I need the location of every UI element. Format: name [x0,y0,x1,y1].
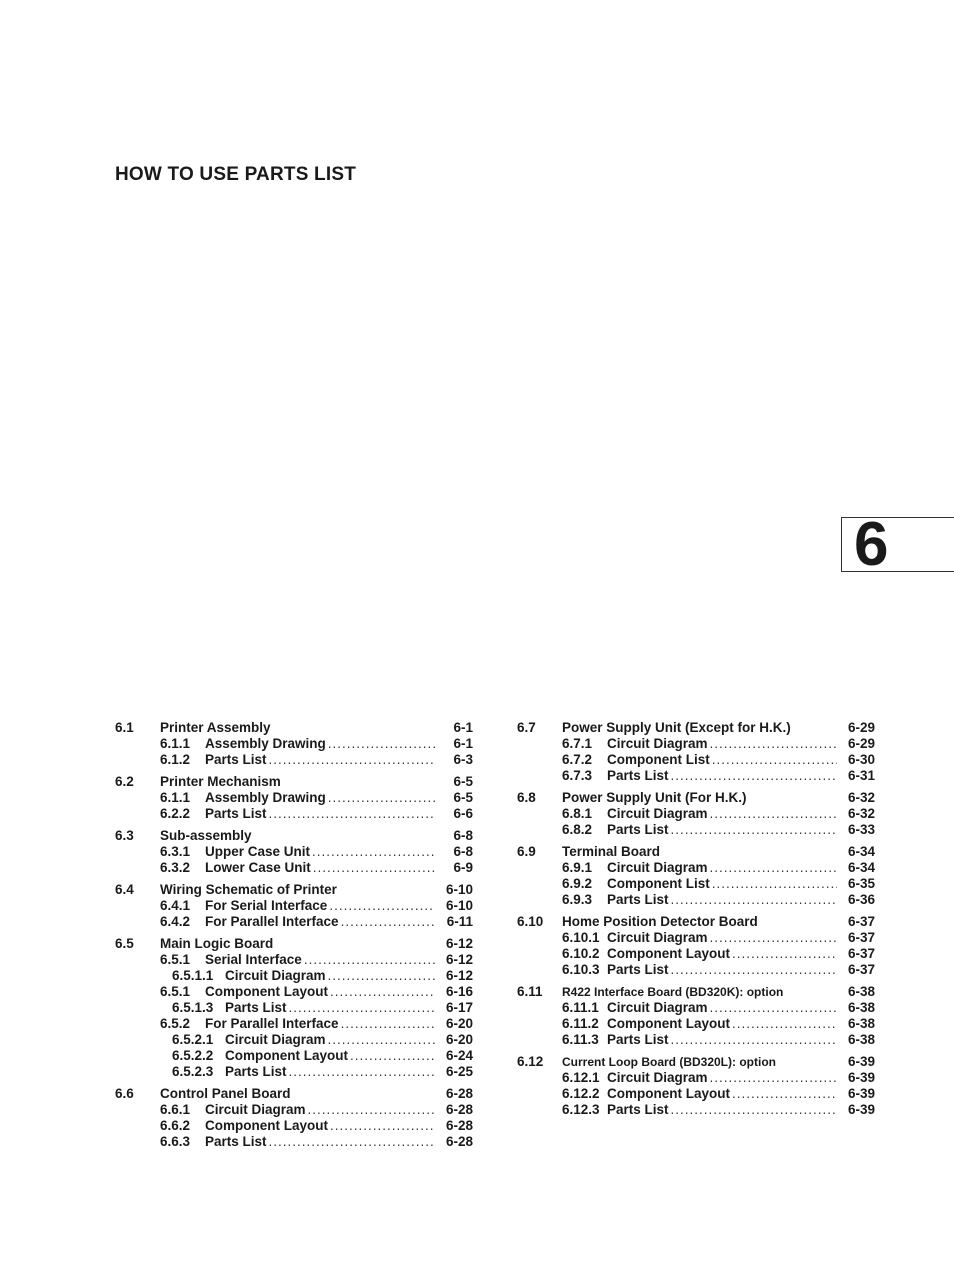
dot-leader [289,1000,435,1016]
entry-number: 6.6.2 [160,1118,191,1133]
entry-page: 6-29 [847,736,875,751]
toc-entry [115,914,473,930]
entry-page: 6-35 [847,876,875,891]
entry-number: 6.11.1 [562,1000,599,1015]
dot-leader [269,752,435,768]
toc-section-heading [517,720,875,736]
section-title: R422 Interface Board (BD320K): option [562,985,784,999]
entry-number: 6.5.2.2 [172,1048,214,1063]
toc-entry [115,984,473,1000]
section-title: Home Position Detector Board [562,914,758,929]
dot-leader [712,752,837,768]
toc-section-heading [115,882,473,898]
entry-page: 6-37 [847,962,875,977]
section-page: 6-29 [847,720,875,735]
entry-title: For Parallel Interface [205,1016,339,1031]
dot-leader [308,1102,435,1118]
entry-page: 6-37 [847,930,875,945]
toc-section [517,720,875,784]
dot-leader [328,790,435,806]
entry-number: 6.5.1.1 [172,968,214,983]
entry-page: 6-39 [847,1070,875,1085]
toc-entry [517,1000,875,1016]
entry-title: Parts List [205,806,267,821]
dot-leader [712,876,837,892]
toc-entry [115,844,473,860]
entry-number: 6.12.1 [562,1070,600,1085]
entry-page: 6-8 [453,844,473,859]
dot-leader [289,1064,435,1080]
entry-title: Circuit Diagram [607,860,708,875]
entry-number: 6.1.1 [160,790,191,805]
dot-leader [710,860,837,876]
toc-section-heading [115,828,473,844]
toc-entry [115,736,473,752]
section-title: Current Loop Board (BD320L): option [562,1055,776,1069]
dot-leader [330,1118,435,1134]
section-title: Control Panel Board [160,1086,291,1101]
entry-title: Parts List [225,1000,287,1015]
toc-section [115,720,473,768]
section-number: 6.5 [115,936,134,951]
entry-page: 6-34 [847,860,875,875]
entry-title: Assembly Drawing [205,736,326,751]
dot-leader [312,844,435,860]
section-number: 6.7 [517,720,536,735]
entry-page: 6-38 [847,1032,875,1047]
toc-entry [517,736,875,752]
entry-page: 6-39 [847,1102,875,1117]
entry-page: 6-9 [453,860,473,875]
dot-leader [328,736,435,752]
entry-number: 6.10.1 [562,930,600,945]
section-number: 6.6 [115,1086,134,1101]
entry-title: Circuit Diagram [607,806,708,821]
entry-number: 6.5.1 [160,984,191,999]
entry-number: 6.1.1 [160,736,191,751]
toc-section [115,828,473,876]
section-title: Main Logic Board [160,936,274,951]
section-number: 6.8 [517,790,536,805]
toc-section-heading [517,914,875,930]
toc-entry [115,752,473,768]
dot-leader [350,1048,435,1064]
entry-number: 6.12.3 [562,1102,600,1117]
toc-entry [115,1000,473,1016]
toc-section [115,1086,473,1150]
section-page: 6-32 [847,790,875,805]
toc-entry [115,952,473,968]
section-number: 6.10 [517,914,544,929]
section-page: 6-1 [453,720,473,735]
entry-number: 6.6.1 [160,1102,191,1117]
toc-section [517,984,875,1048]
toc-section-heading [115,720,473,736]
entry-number: 6.5.2.1 [172,1032,214,1047]
entry-page: 6-12 [445,968,473,983]
dot-leader [269,1134,435,1150]
entry-number: 6.5.1 [160,952,191,967]
entry-number: 6.5.2.3 [172,1064,214,1079]
dot-leader [671,768,837,784]
toc-section-heading [115,774,473,790]
toc-entry [115,1118,473,1134]
toc-entry [517,1070,875,1086]
page-title: HOW TO USE PARTS LIST [115,164,357,185]
entry-page: 6-36 [847,892,875,907]
entry-page: 6-20 [445,1032,473,1047]
entry-title: Parts List [225,1064,287,1079]
toc-entry [115,1032,473,1048]
entry-page: 6-38 [847,1016,875,1031]
entry-title: For Parallel Interface [205,914,339,929]
toc-left-column [115,720,473,1156]
entry-number: 6.11.3 [562,1032,599,1047]
entry-number: 6.5.2 [160,1016,191,1031]
entry-title: Component Layout [607,946,730,961]
section-page: 6-8 [453,828,473,843]
section-number: 6.11 [517,984,543,999]
entry-page: 6-17 [445,1000,473,1015]
dot-leader [328,1032,435,1048]
entry-number: 6.8.1 [562,806,593,821]
entry-title: Circuit Diagram [205,1102,306,1117]
section-title: Wiring Schematic of Printer [160,882,337,897]
entry-page: 6-31 [847,768,875,783]
toc-section [517,790,875,838]
section-title: Power Supply Unit (For H.K.) [562,790,747,805]
entry-number: 6.5.1.3 [172,1000,214,1015]
toc-entry [115,1134,473,1150]
toc-right-column [517,720,875,1124]
toc-entry [517,1086,875,1102]
dot-leader [330,984,435,1000]
toc-section-heading [517,844,875,860]
entry-page: 6-16 [445,984,473,999]
entry-title: Circuit Diagram [607,1000,708,1015]
dot-leader [269,806,435,822]
section-page: 6-39 [847,1054,875,1069]
entry-page: 6-24 [445,1048,473,1063]
toc-entry [517,962,875,978]
entry-number: 6.2.2 [160,806,191,821]
entry-page: 6-39 [847,1086,875,1101]
entry-page: 6-10 [445,898,473,913]
toc-section-heading [517,1054,875,1070]
entry-number: 6.1.2 [160,752,191,767]
entry-page: 6-33 [847,822,875,837]
entry-title: Upper Case Unit [205,844,311,859]
entry-title: Parts List [205,752,267,767]
dot-leader [671,892,837,908]
entry-page: 6-28 [445,1134,473,1149]
section-page: 6-28 [445,1086,473,1101]
toc-entry [517,892,875,908]
entry-title: Circuit Diagram [607,736,708,751]
entry-number: 6.11.2 [562,1016,599,1031]
dot-leader [710,1070,837,1086]
toc-section [115,936,473,1080]
entry-title: Parts List [607,768,669,783]
entry-title: Parts List [607,962,669,977]
toc-entry [517,822,875,838]
section-page: 6-12 [445,936,473,951]
entry-title: Component List [607,876,710,891]
dot-leader [671,822,837,838]
entry-page: 6-25 [445,1064,473,1079]
entry-number: 6.9.3 [562,892,593,907]
entry-number: 6.9.2 [562,876,593,891]
entry-number: 6.4.2 [160,914,191,929]
section-page: 6-38 [847,984,875,999]
chapter-tab [841,510,954,579]
entry-title: Circuit Diagram [607,1070,708,1085]
section-number: 6.3 [115,828,134,843]
toc-entry [115,1048,473,1064]
toc-section [517,1054,875,1118]
entry-page: 6-28 [445,1102,473,1117]
toc-section-heading [115,1086,473,1102]
entry-title: Component List [607,752,710,767]
section-title: Sub-assembly [160,828,252,843]
entry-number: 6.12.2 [562,1086,600,1101]
entry-title: Component Layout [225,1048,348,1063]
dot-leader [341,1016,435,1032]
toc-entry [115,1016,473,1032]
toc-entry [517,876,875,892]
entry-number: 6.3.1 [160,844,191,859]
entry-number: 6.7.2 [562,752,593,767]
toc-entry [115,1102,473,1118]
entry-page: 6-28 [445,1118,473,1133]
toc-entry [517,752,875,768]
dot-leader [329,898,435,914]
entry-title: Component Layout [607,1016,730,1031]
section-page: 6-34 [847,844,875,859]
entry-page: 6-1 [453,736,473,751]
dot-leader [732,1086,837,1102]
entry-number: 6.8.2 [562,822,593,837]
dot-leader [671,1032,837,1048]
chapter-number: 6 [854,510,889,579]
toc-entry [115,968,473,984]
dot-leader [710,806,837,822]
section-number: 6.9 [517,844,536,859]
entry-page: 6-6 [453,806,473,821]
toc-entry [115,806,473,822]
entry-title: Parts List [607,892,669,907]
toc-section [517,914,875,978]
entry-number: 6.4.1 [160,898,191,913]
toc-entry [517,860,875,876]
toc-section-heading [517,790,875,806]
section-page: 6-10 [445,882,473,897]
toc-entry [517,946,875,962]
toc-entry [115,790,473,806]
section-number: 6.4 [115,882,134,897]
entry-page: 6-32 [847,806,875,821]
entry-title: Parts List [607,1102,669,1117]
toc-section [115,774,473,822]
toc-entry [517,1032,875,1048]
entry-title: Parts List [607,822,669,837]
section-title: Printer Assembly [160,720,271,735]
toc-entry [517,930,875,946]
entry-title: Assembly Drawing [205,790,326,805]
dot-leader [732,1016,837,1032]
toc-entry [517,1016,875,1032]
entry-title: For Serial Interface [205,898,328,913]
entry-title: Component Layout [205,984,328,999]
entry-page: 6-38 [847,1000,875,1015]
dot-leader [671,962,837,978]
section-page: 6-37 [847,914,875,929]
entry-title: Serial Interface [205,952,302,967]
entry-number: 6.10.2 [562,946,600,961]
toc-entry [115,898,473,914]
dot-leader [710,736,837,752]
entry-title: Parts List [205,1134,267,1149]
dot-leader [328,968,435,984]
section-title: Printer Mechanism [160,774,281,789]
toc-entry [115,1064,473,1080]
toc-section-heading [115,936,473,952]
toc-section [517,844,875,908]
dot-leader [304,952,435,968]
entry-page: 6-30 [847,752,875,767]
entry-title: Circuit Diagram [225,1032,326,1047]
dot-leader [732,946,837,962]
dot-leader [341,914,435,930]
entry-number: 6.9.1 [562,860,593,875]
dot-leader [671,1102,837,1118]
entry-number: 6.7.1 [562,736,593,751]
section-number: 6.12 [517,1054,544,1069]
toc-entry [517,1102,875,1118]
entry-title: Lower Case Unit [205,860,311,875]
section-title: Power Supply Unit (Except for H.K.) [562,720,791,735]
entry-number: 6.10.3 [562,962,600,977]
toc-entry [517,806,875,822]
entry-page: 6-12 [445,952,473,967]
section-number: 6.1 [115,720,134,735]
toc-section-heading [517,984,875,1000]
section-number: 6.2 [115,774,134,789]
entry-number: 6.6.3 [160,1134,191,1149]
toc-entry [517,768,875,784]
dot-leader [313,860,435,876]
entry-page: 6-5 [453,790,473,805]
toc-entry [115,860,473,876]
entry-title: Circuit Diagram [607,930,708,945]
dot-leader [710,930,837,946]
entry-page: 6-20 [445,1016,473,1031]
entry-number: 6.7.3 [562,768,593,783]
entry-title: Component Layout [607,1086,730,1101]
entry-page: 6-11 [446,914,473,929]
entry-number: 6.3.2 [160,860,191,875]
toc-section [115,882,473,930]
dot-leader [710,1000,837,1016]
entry-title: Circuit Diagram [225,968,326,983]
section-title: Terminal Board [562,844,661,859]
entry-page: 6-37 [847,946,875,961]
entry-page: 6-3 [453,752,473,767]
section-page: 6-5 [453,774,473,789]
entry-title: Component Layout [205,1118,328,1133]
entry-title: Parts List [607,1032,669,1047]
